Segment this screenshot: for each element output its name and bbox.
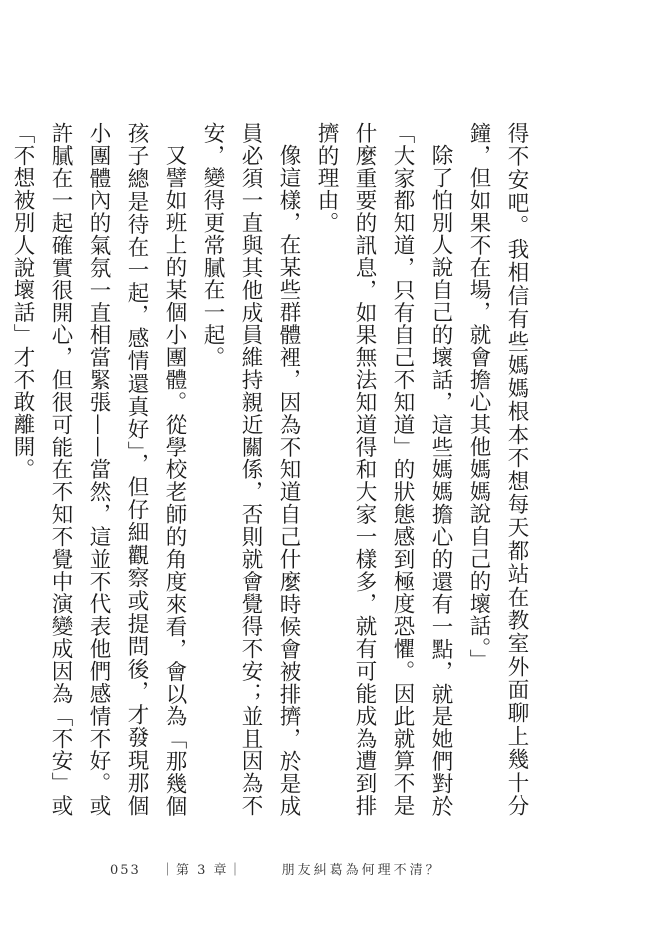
chapter-label: ｜第 3 章｜: [160, 863, 244, 878]
page-footer: [110, 859, 456, 878]
vertical-body-text: [10, 122, 535, 817]
chapter-title: 朋友糾葛為何理不清？: [281, 863, 442, 878]
paragraph-2: 除了怕別人說自己的壞話，這些媽媽擔心的還有一點，就是她們對於「大家都知道，只有自己不知道」的狀態感到極度恐懼。因此就算不是什麼重要的訊息，如果無法知道得和大家一樣多，就有可能成為遭到排擠的理由。: [314, 122, 453, 817]
paragraph-1: 得不安吧。我相信有些媽媽根本不想每天都站在教室外面聊上幾十分鐘，但如果不在場，就會擔心其他媽媽說自己的壞話。」: [466, 122, 529, 817]
page-number: 053: [110, 863, 141, 878]
paragraph-4: 又譬如班上的某個小團體。從學校老師的角度來看，會以為「那幾個孩子總是待在一起，感情還真好」，但仔細觀察或提問後，才發現那個小團體內的氣氛一直相當緊張——當然，這並不代表他們感情不好。或許膩在一起確實很開心，但很可能在不知不覺中演變成因為「不安」或「不想被別人說壞話」才不敢離開。: [10, 122, 187, 817]
paragraph-3: 像這樣，在某些群體裡，因為不知道自己什麼時候會被排擠，於是成員必須一直與其他成員維持親近關係，否則就會覺得不安；並且因為不安，變得更常膩在一起。: [200, 122, 301, 817]
